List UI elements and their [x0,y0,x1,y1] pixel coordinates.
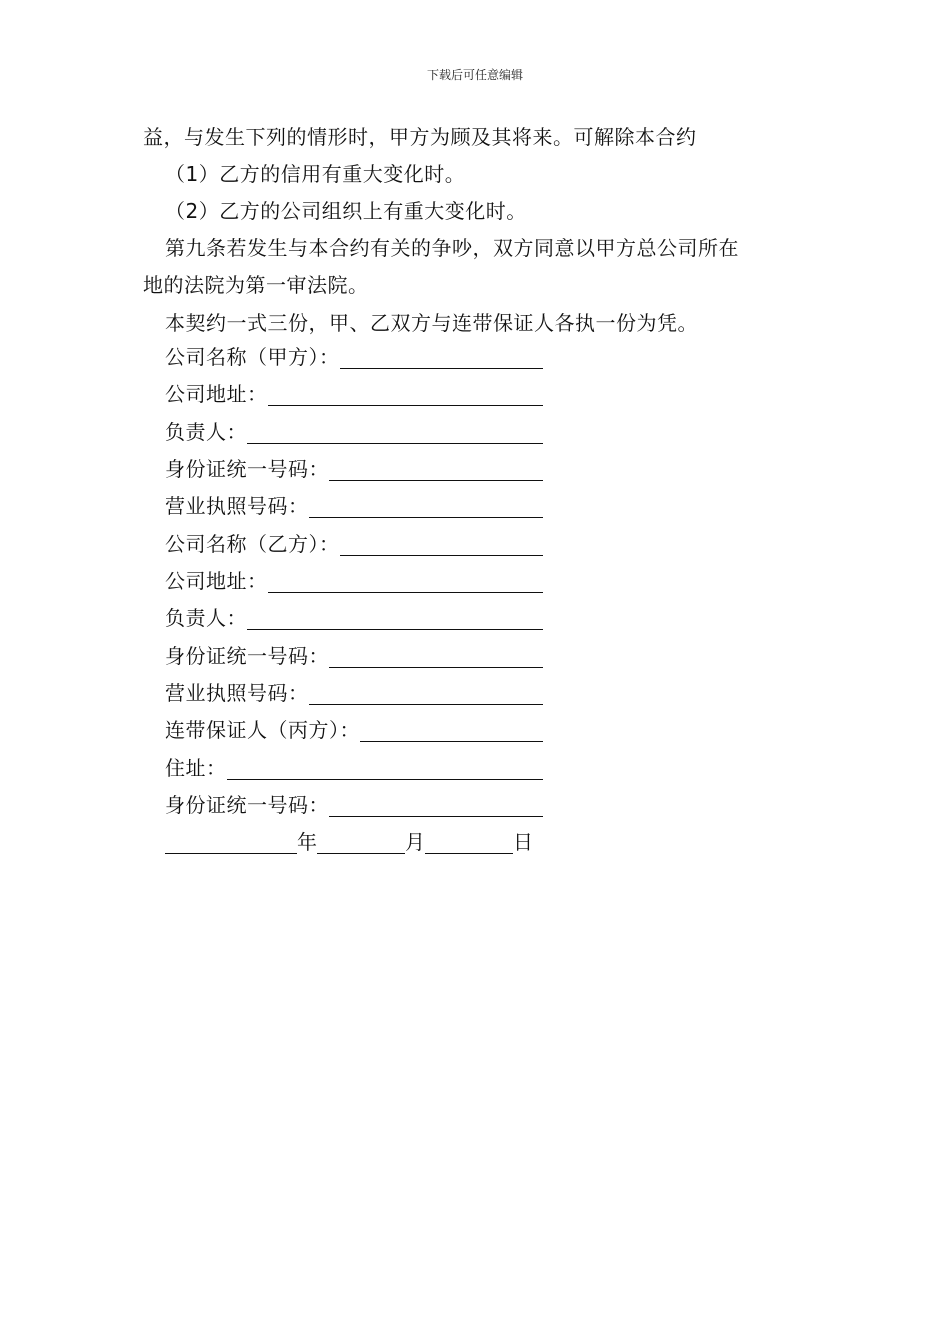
guarantor-address-row [165,755,543,781]
party-a-address-field[interactable] [268,385,544,406]
party-a-rep-row [165,419,543,445]
guarantor-name-label: 连带保证人（丙方）： [165,718,360,742]
party-b-rep-row [165,605,543,631]
guarantor-name-row [165,717,543,743]
article-9-line-1: 第九条若发生与本合约有关的争吵，双方同意以甲方总公司所在 [165,236,739,260]
list-item-1: （1）乙方的信用有重大变化时。 [165,162,466,186]
party-a-name-row [165,344,543,370]
party-b-address-row [165,568,543,594]
article-9-line-2: 地的法院为第一审法院。 [143,273,369,297]
guarantor-id-row [165,792,543,818]
party-a-license-field[interactable] [309,497,544,518]
date-month-label: 月 [405,830,425,854]
party-b-name-label: 公司名称（乙方）： [165,532,340,556]
date-month-field[interactable] [317,833,405,854]
party-b-rep-field[interactable] [247,609,543,630]
party-b-license-field[interactable] [309,684,544,705]
party-a-id-row [165,456,543,482]
party-a-rep-field[interactable] [247,423,543,444]
party-b-name-row [165,531,543,557]
party-b-license-row [165,680,543,706]
party-a-id-label: 身份证统一号码： [165,457,329,481]
date-day-field[interactable] [425,833,513,854]
guarantor-address-label: 住址： [165,756,227,780]
party-b-id-row [165,643,543,669]
party-a-name-field[interactable] [340,348,544,369]
copies-statement: 本契约一式三份，甲、乙双方与连带保证人各执一份为凭。 [165,311,698,335]
guarantor-id-label: 身份证统一号码： [165,793,329,817]
guarantor-id-field[interactable] [329,796,543,817]
date-row [165,829,543,855]
party-b-address-field[interactable] [268,572,544,593]
party-a-rep-label: 负责人： [165,420,247,444]
party-b-license-label: 营业执照号码： [165,681,309,705]
date-day-label: 日 [513,830,533,854]
party-a-license-row [165,493,543,519]
paragraph-termination: 益，与发生下列的情形时，甲方为顾及其将来。可解除本合约 [143,125,697,149]
party-a-license-label: 营业执照号码： [165,494,309,518]
party-b-id-field[interactable] [329,647,543,668]
party-a-address-row [165,381,543,407]
guarantor-name-field[interactable] [360,721,543,742]
page-header: 下载后可任意编辑 [426,68,523,82]
guarantor-address-field[interactable] [227,759,544,780]
party-b-name-field[interactable] [340,535,544,556]
party-b-id-label: 身份证统一号码： [165,644,329,668]
party-a-name-label: 公司名称（甲方）： [165,345,340,369]
date-year-field[interactable] [165,833,297,854]
party-a-id-field[interactable] [329,460,543,481]
date-year-label: 年 [297,830,317,854]
party-b-address-label: 公司地址： [165,569,268,593]
party-a-address-label: 公司地址： [165,382,268,406]
list-item-2: （2）乙方的公司组织上有重大变化时。 [165,199,527,223]
party-b-rep-label: 负责人： [165,606,247,630]
